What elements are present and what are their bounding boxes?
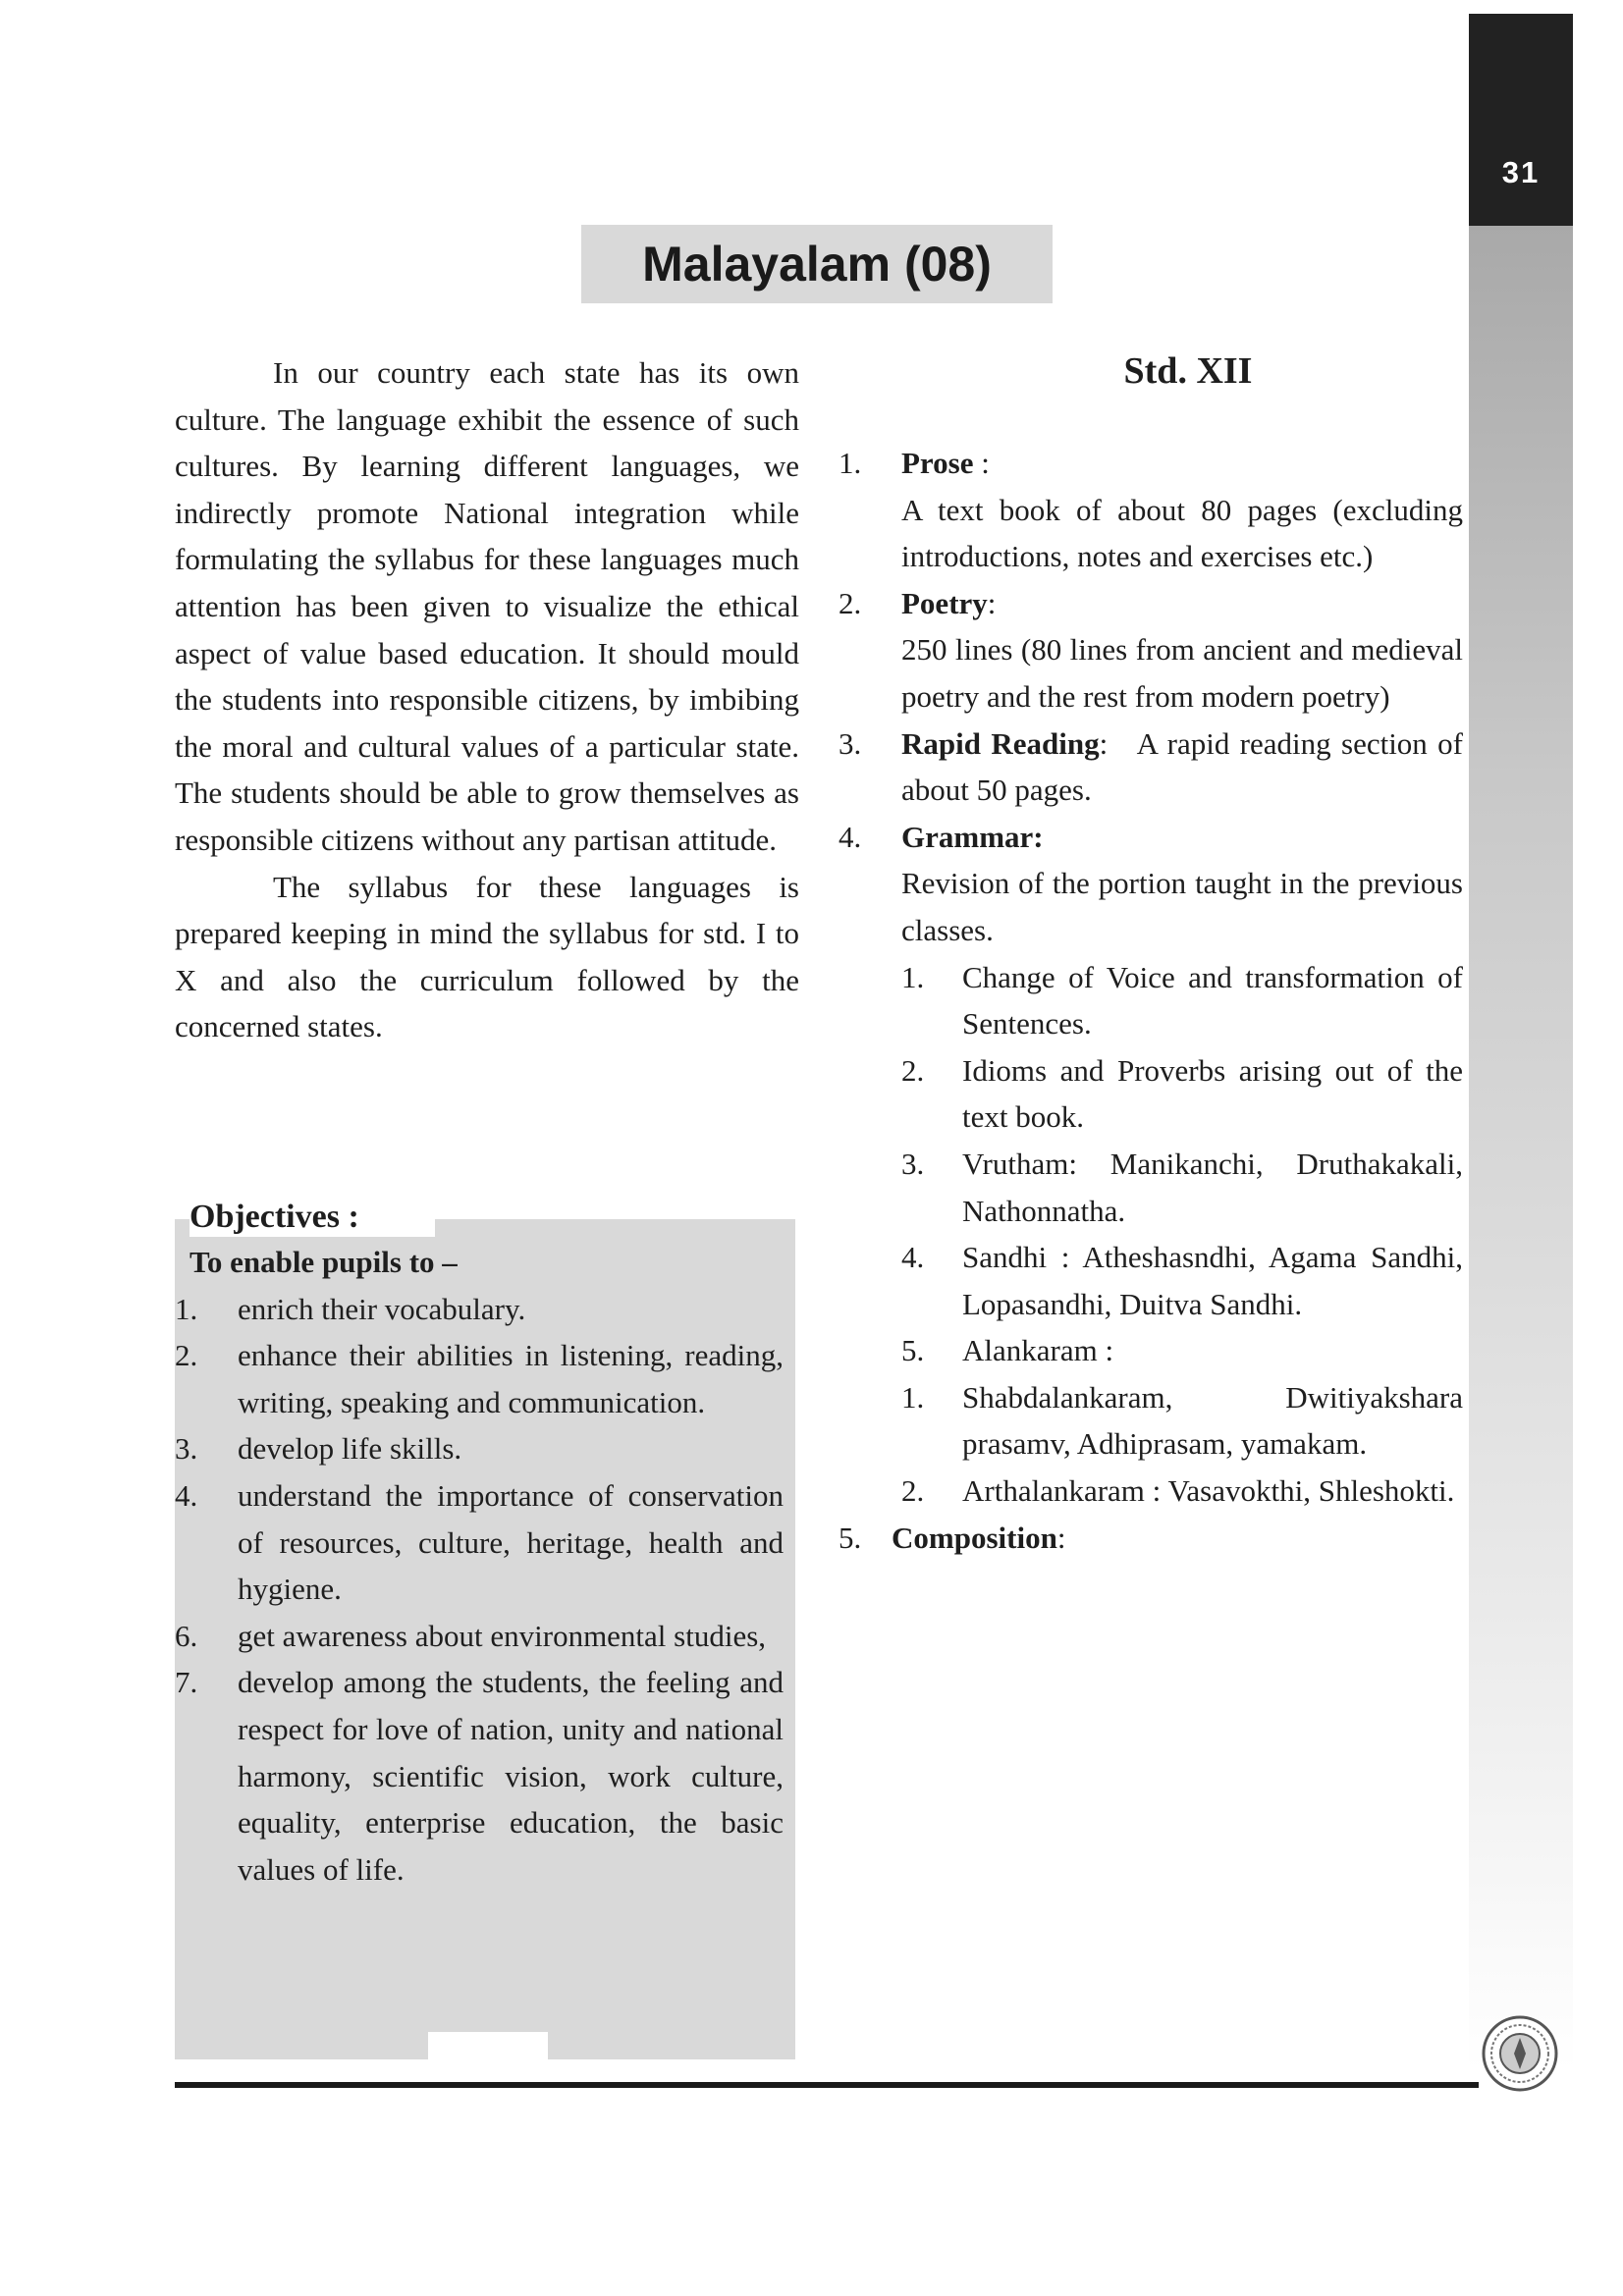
std-heading: Std. XII bbox=[1123, 350, 1253, 392]
objective-text: enhance their abilities in listening, reading, writing, speaking and communication. bbox=[238, 1338, 784, 1419]
intro-column bbox=[175, 349, 799, 1050]
grammar-item: 2. Idioms and Proverbs arising out of the text book. bbox=[901, 1052, 1463, 1135]
item-label: Composition bbox=[892, 1520, 1057, 1555]
objective-text: develop among the students, the feeling and respect for love of nation, unity and national harmony, scientific vision, work culture, equality, enterprise education, the basic values of life. bbox=[238, 1665, 784, 1887]
item-text: Revision of the portion taught in the previous classes. bbox=[901, 866, 1463, 947]
item-number: 2. bbox=[839, 585, 862, 620]
objective-item bbox=[175, 1659, 784, 1893]
item-label: Rapid Reading bbox=[901, 725, 1100, 761]
page-title: Malayalam (08) bbox=[642, 237, 992, 292]
syllabus-item-grammar bbox=[839, 814, 1463, 1515]
grammar-item: 4. Sandhi : Atheshasndhi, Agama Sandhi, Lopasandhi, Duitva Sandhi. bbox=[901, 1240, 1463, 1321]
syllabus-item-composition: 5. Composition: bbox=[839, 1515, 1463, 1562]
bottom-rule bbox=[175, 2082, 1479, 2088]
item-number: 5. bbox=[839, 1520, 862, 1555]
item-label: Poetry bbox=[901, 585, 988, 620]
objective-item bbox=[175, 1332, 784, 1425]
objective-item bbox=[175, 1286, 784, 1333]
grammar-sub-list bbox=[901, 954, 1463, 1515]
item-label: Prose bbox=[901, 446, 974, 480]
page-edge-gradient bbox=[1469, 226, 1573, 2071]
objective-item bbox=[175, 1472, 784, 1613]
intro-paragraph-1: In our country each state has its own culture. The language exhibit the essence of such cultures. By learning different languages, we indirectly promote National integration while formulating the syllabus for these languages much attention has been given to visualize the ethical aspect of value based education. It should mould the students into responsible citizens, by imbibing the moral and cultural values of a particular state. The students should be able to grow themselves as responsible citizens without any partisan attitude. bbox=[175, 355, 799, 857]
objective-number: 7. bbox=[175, 1665, 198, 1700]
item-number: 4. bbox=[839, 819, 862, 854]
objectives-content bbox=[175, 1239, 784, 1893]
objectives-box-notch bbox=[428, 2032, 548, 2071]
intro-paragraph-2: The syllabus for these languages is prepared keeping in mind the syllabus for std. I to X and also the curriculum followed by the concerned states. bbox=[175, 869, 799, 1044]
syllabus-column bbox=[839, 440, 1463, 1561]
syllabus-item-prose: 1. Prose : A text book of about 80 pages (excluding introductions, notes and exercises etc.) bbox=[839, 440, 1463, 580]
syllabus-item-poetry: 2. Poetry: 250 lines (80 lines from ancient and medieval poetry and the rest from modern poetry) bbox=[839, 580, 1463, 721]
syllabus-list bbox=[839, 440, 1463, 1561]
emblem-icon bbox=[1481, 2014, 1559, 2093]
page-edge-tab bbox=[1469, 14, 1573, 226]
objectives-intro: To enable pupils to – bbox=[189, 1245, 458, 1279]
objective-number: 4. bbox=[175, 1477, 198, 1513]
objectives-heading: Objectives : bbox=[189, 1188, 435, 1237]
objective-number: 2. bbox=[175, 1338, 198, 1373]
grammar-item: 2. Arthalankaram : Vasavokthi, Shleshokti. bbox=[901, 1473, 1455, 1509]
objective-item bbox=[175, 1613, 784, 1660]
item-number: 3. bbox=[839, 725, 862, 761]
objective-text: understand the importance of conservation of resources, culture, heritage, health and hygiene. bbox=[238, 1477, 784, 1607]
item-number: 1. bbox=[839, 446, 862, 480]
grammar-item: 5. Alankaram : bbox=[901, 1333, 1114, 1368]
grammar-item: 1. Change of Voice and transformation of Sentences. bbox=[901, 959, 1463, 1041]
item-label: Grammar: bbox=[901, 819, 1044, 854]
item-text: 250 lines (80 lines from ancient and medieval poetry and the rest from modern poetry) bbox=[901, 632, 1463, 714]
objective-text: get awareness about environmental studies, bbox=[238, 1618, 767, 1653]
objective-number: 3. bbox=[175, 1431, 198, 1467]
grammar-item: 3. Vrutham: Manikanchi, Druthakakali, Nathonnatha. bbox=[901, 1146, 1463, 1228]
item-text: A rapid reading section of about 50 pages. bbox=[901, 725, 1463, 808]
grammar-item: 1. Shabdalankaram, Dwitiyakshara prasamv, Adhiprasam, yamakam. bbox=[901, 1379, 1463, 1462]
objectives-list bbox=[175, 1286, 784, 1894]
objective-text: enrich their vocabulary. bbox=[238, 1291, 526, 1326]
objective-item bbox=[175, 1425, 784, 1472]
objective-number: 6. bbox=[175, 1618, 198, 1653]
title-box bbox=[581, 225, 1053, 303]
item-text: A text book of about 80 pages (excluding introductions, notes and exercises etc.) bbox=[901, 492, 1463, 574]
objective-text: develop life skills. bbox=[238, 1431, 462, 1467]
page-number: 31 bbox=[1501, 155, 1541, 189]
syllabus-item-rapid-reading: 3. Rapid Reading: A rapid reading section of about 50 pages. bbox=[839, 721, 1463, 814]
objective-number: 1. bbox=[175, 1291, 198, 1326]
